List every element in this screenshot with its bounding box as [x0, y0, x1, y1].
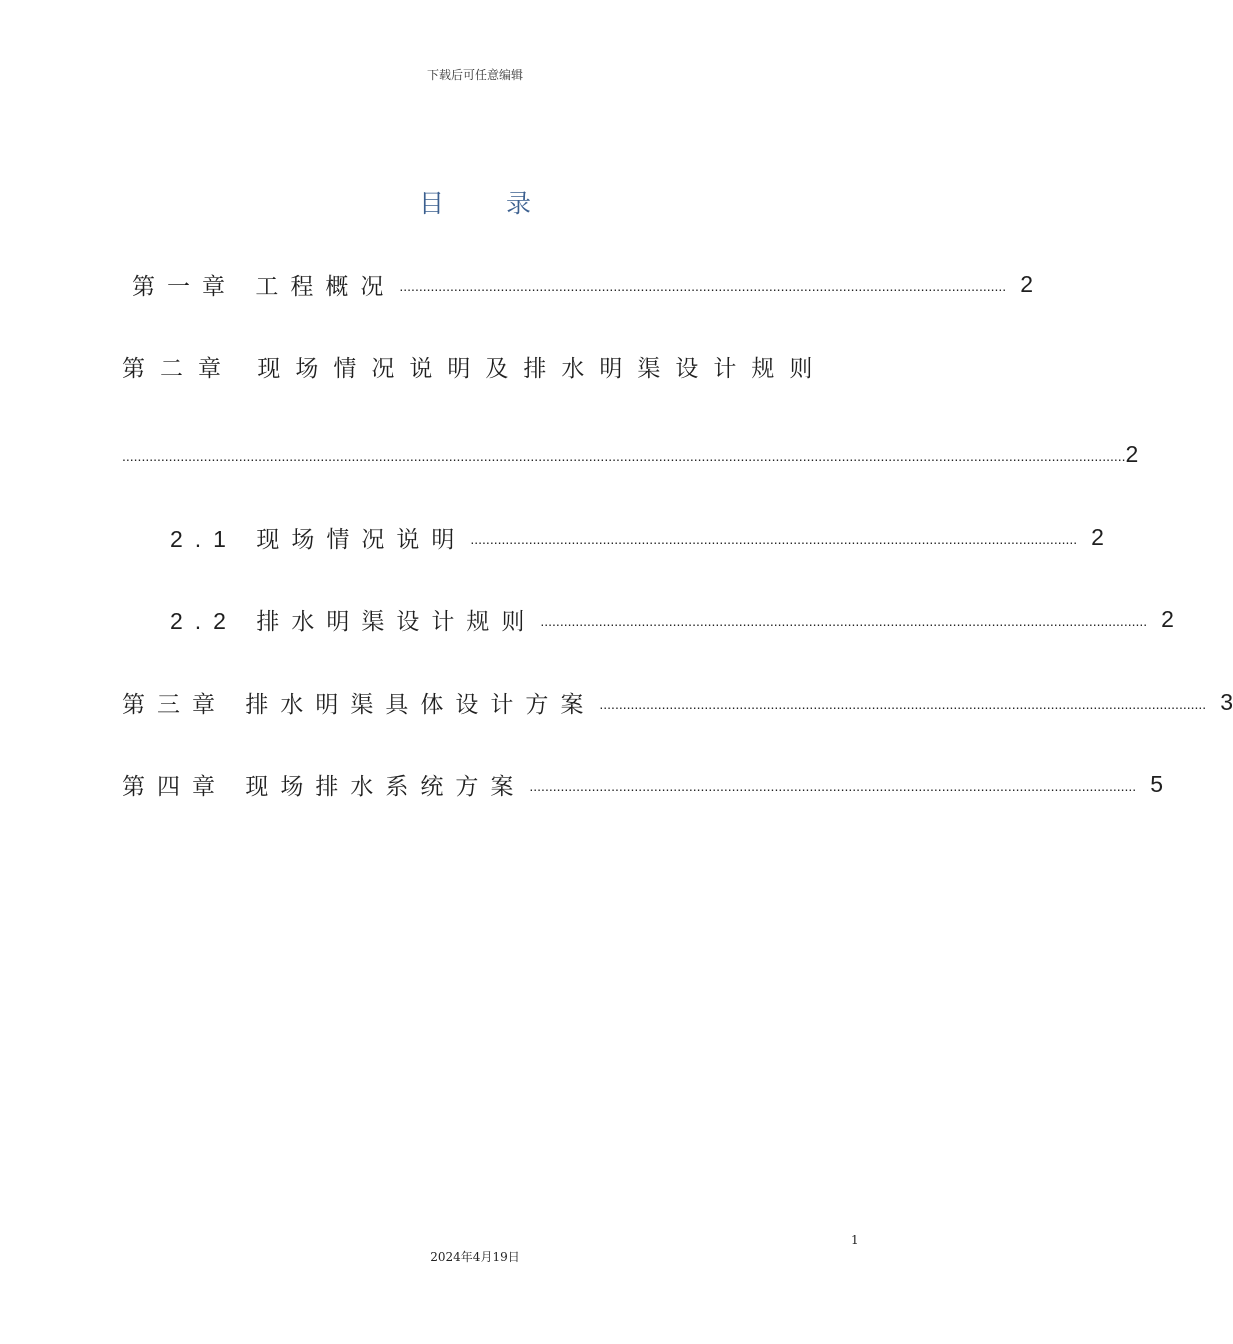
toc-entry-section-2-1[interactable] [170, 519, 1104, 555]
toc-entry-label: 第一章 工程概况 [132, 272, 396, 299]
toc-page-number: 5 [1150, 770, 1163, 797]
toc-leader-dots: ............................................................................................................................................................ [529, 778, 1137, 794]
toc-entry-chapter-2-leader [122, 436, 1139, 472]
toc-entry-label: 第四章 现场排水系统方案 [122, 772, 526, 799]
toc-entry-label: 第三章 排水明渠具体设计方案 [122, 690, 596, 717]
toc-title: 目录 [418, 190, 593, 218]
toc-leader-dots: ............................................................................................................................................................ [470, 531, 1078, 547]
page-footer-date: 2024年4月19日 [430, 1250, 520, 1264]
toc-entry-chapter-1[interactable] [132, 266, 1033, 302]
toc-entry-label: 2.1 现场情况说明 [170, 525, 467, 552]
toc-leader-dots: ............................................................................................................................................................ [540, 613, 1148, 629]
toc-entry-chapter-2[interactable]: 第二章 现场情况说明及排水明渠设计规则 [122, 355, 828, 381]
toc-leader-dots: .................................................................................................................................................................................................................................................................. [122, 448, 1126, 464]
toc-page-number: 2 [1125, 440, 1139, 467]
toc-leader-dots: ............................................................................................................................................................ [399, 278, 1007, 294]
toc-entry-chapter-4[interactable] [122, 766, 1163, 802]
toc-entry-chapter-3[interactable] [122, 684, 1233, 720]
toc-leader-dots: ............................................................................................................................................................ [599, 696, 1207, 712]
toc-page-number: 2 [1091, 523, 1104, 550]
toc-page-number: 3 [1220, 688, 1233, 715]
toc-page-number: 2 [1161, 605, 1174, 632]
toc-entry-label: 2.2 排水明渠设计规则 [170, 607, 537, 634]
page-number: 1 [851, 1233, 859, 1247]
toc-entry-section-2-2[interactable] [170, 601, 1174, 637]
page-header: 下载后可任意编辑 [426, 68, 523, 82]
toc-page-number: 2 [1020, 270, 1033, 297]
